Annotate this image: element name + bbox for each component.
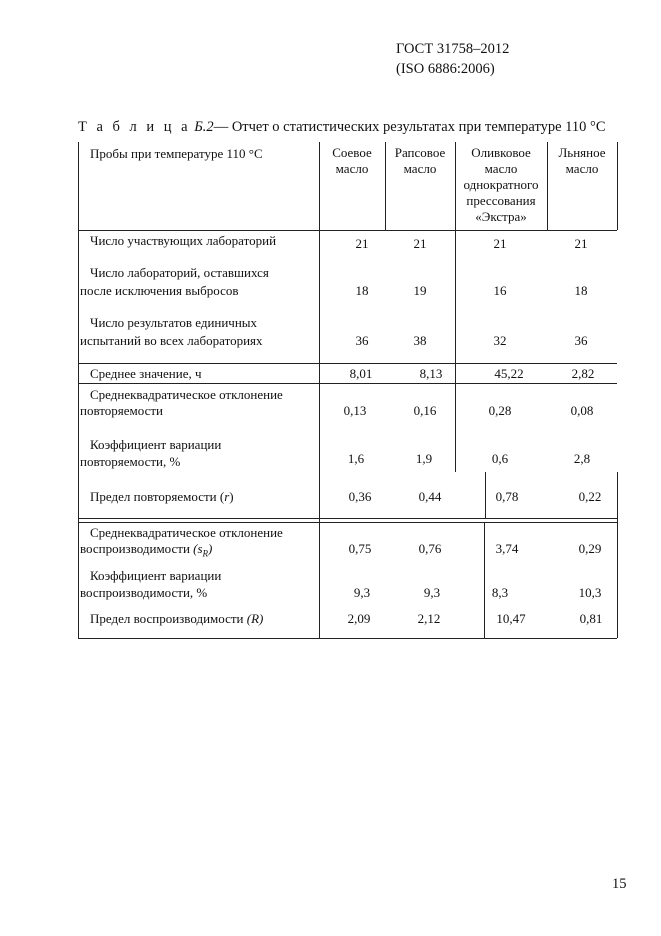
- table-cell: 8,3: [491, 585, 509, 600]
- table-cell: 36: [355, 333, 369, 348]
- row-label-continuation: повторяемости: [80, 403, 163, 418]
- table-cell: 9,3: [423, 585, 441, 600]
- column-header-soybean: Соевое масло: [332, 145, 372, 176]
- column-header-rapeseed: Рапсовое масло: [394, 145, 446, 176]
- table-cell: 18: [355, 283, 369, 298]
- table-cell: 45,22: [494, 366, 524, 381]
- page-number: 15: [612, 876, 627, 892]
- row-label: Коэффициент вариации: [90, 437, 222, 452]
- table-cell: 2,8: [573, 451, 591, 466]
- table-cell: 21: [493, 236, 507, 251]
- row-label-continuation: испытаний во всех лабораториях: [80, 333, 263, 348]
- standard-number: ГОСТ 31758–2012: [396, 41, 510, 57]
- table-cell: 10,3: [578, 585, 602, 600]
- table-cell: 0,44: [418, 489, 442, 504]
- iso-reference: (ISO 6886:2006): [396, 61, 495, 77]
- table-cell: 2,12: [417, 611, 441, 626]
- row-rule: [78, 363, 617, 364]
- table-bottom-border: [78, 638, 617, 639]
- row-label: Число лабораторий, оставшихся: [90, 265, 269, 280]
- caption-prefix: Т а б л и ц а: [78, 119, 191, 135]
- table-cell: 16: [493, 283, 507, 298]
- row-label: Число участвующих лабораторий: [90, 233, 277, 248]
- table-cell: 21: [355, 236, 369, 251]
- row-label-continuation: воспроизводимости, %: [80, 585, 208, 600]
- table-cell: 0,16: [413, 403, 437, 418]
- caption-text: — Отчет о статистических результатах при температуре 110 °С: [213, 119, 606, 135]
- table-cell: 0,75: [348, 541, 372, 556]
- table-cell: 19: [413, 283, 427, 298]
- table-cell: 2,09: [347, 611, 371, 626]
- table-cell: 0,22: [578, 489, 602, 504]
- table-cell: 2,82: [571, 366, 595, 381]
- table-cell: 32: [493, 333, 507, 348]
- header-rule: [78, 230, 617, 231]
- row-label-continuation: после исключения выбросов: [80, 283, 239, 298]
- table-cell: 8,13: [419, 366, 443, 381]
- row-label: Число результатов единичных: [90, 315, 258, 330]
- table-cell: 0,78: [495, 489, 519, 504]
- row-label-continuation: воспроизводимости $(s_R)$: [80, 541, 213, 559]
- column-header-linseed: Льняное масло: [558, 145, 606, 176]
- row-rule: [78, 522, 617, 523]
- row-label-continuation: повторяемости, %: [80, 454, 181, 469]
- table-left-border: [78, 142, 79, 638]
- table-cell: 1,6: [347, 451, 365, 466]
- row-rule: [78, 383, 617, 384]
- table-cell: 10,47: [496, 611, 526, 626]
- table-cell: 1,9: [415, 451, 433, 466]
- table-cell: 0,13: [343, 403, 367, 418]
- table-cell: 21: [413, 236, 427, 251]
- column-divider: [319, 142, 320, 638]
- table-cell: 21: [574, 236, 588, 251]
- row-label: Предел повторяемости (r): [90, 489, 234, 504]
- caption-number: Б.2: [194, 119, 214, 135]
- column-header-olive: Оливковое масло однократного прессования «Экстра»: [463, 145, 539, 224]
- row-label: Среднеквадратическое отклонение: [90, 525, 283, 540]
- table-cell: 0,29: [578, 541, 602, 556]
- table-cell: 0,08: [570, 403, 594, 418]
- table-cell: 0,28: [488, 403, 512, 418]
- table-cell: 0,81: [579, 611, 603, 626]
- row-label: Среднее значение, ч: [90, 366, 202, 381]
- table-cell: 18: [574, 283, 588, 298]
- table-cell: 36: [574, 333, 588, 348]
- row-rule: [78, 518, 617, 519]
- table-cell: 0,76: [418, 541, 442, 556]
- table-cell: 9,3: [353, 585, 371, 600]
- table-cell: 38: [413, 333, 427, 348]
- row-label: Коэффициент вариации: [90, 568, 222, 583]
- table-cell: 8,01: [349, 366, 373, 381]
- table-cell: 3,74: [495, 541, 519, 556]
- table-corner-header: Пробы при температуре 110 °С: [90, 146, 263, 161]
- table-right-border: [617, 142, 618, 230]
- table-caption: [78, 119, 606, 136]
- table-cell: 0,36: [348, 489, 372, 504]
- table-cell: 0,6: [491, 451, 509, 466]
- row-label: Среднеквадратическое отклонение: [90, 387, 283, 402]
- row-label: Предел воспроизводимости (R): [90, 611, 264, 626]
